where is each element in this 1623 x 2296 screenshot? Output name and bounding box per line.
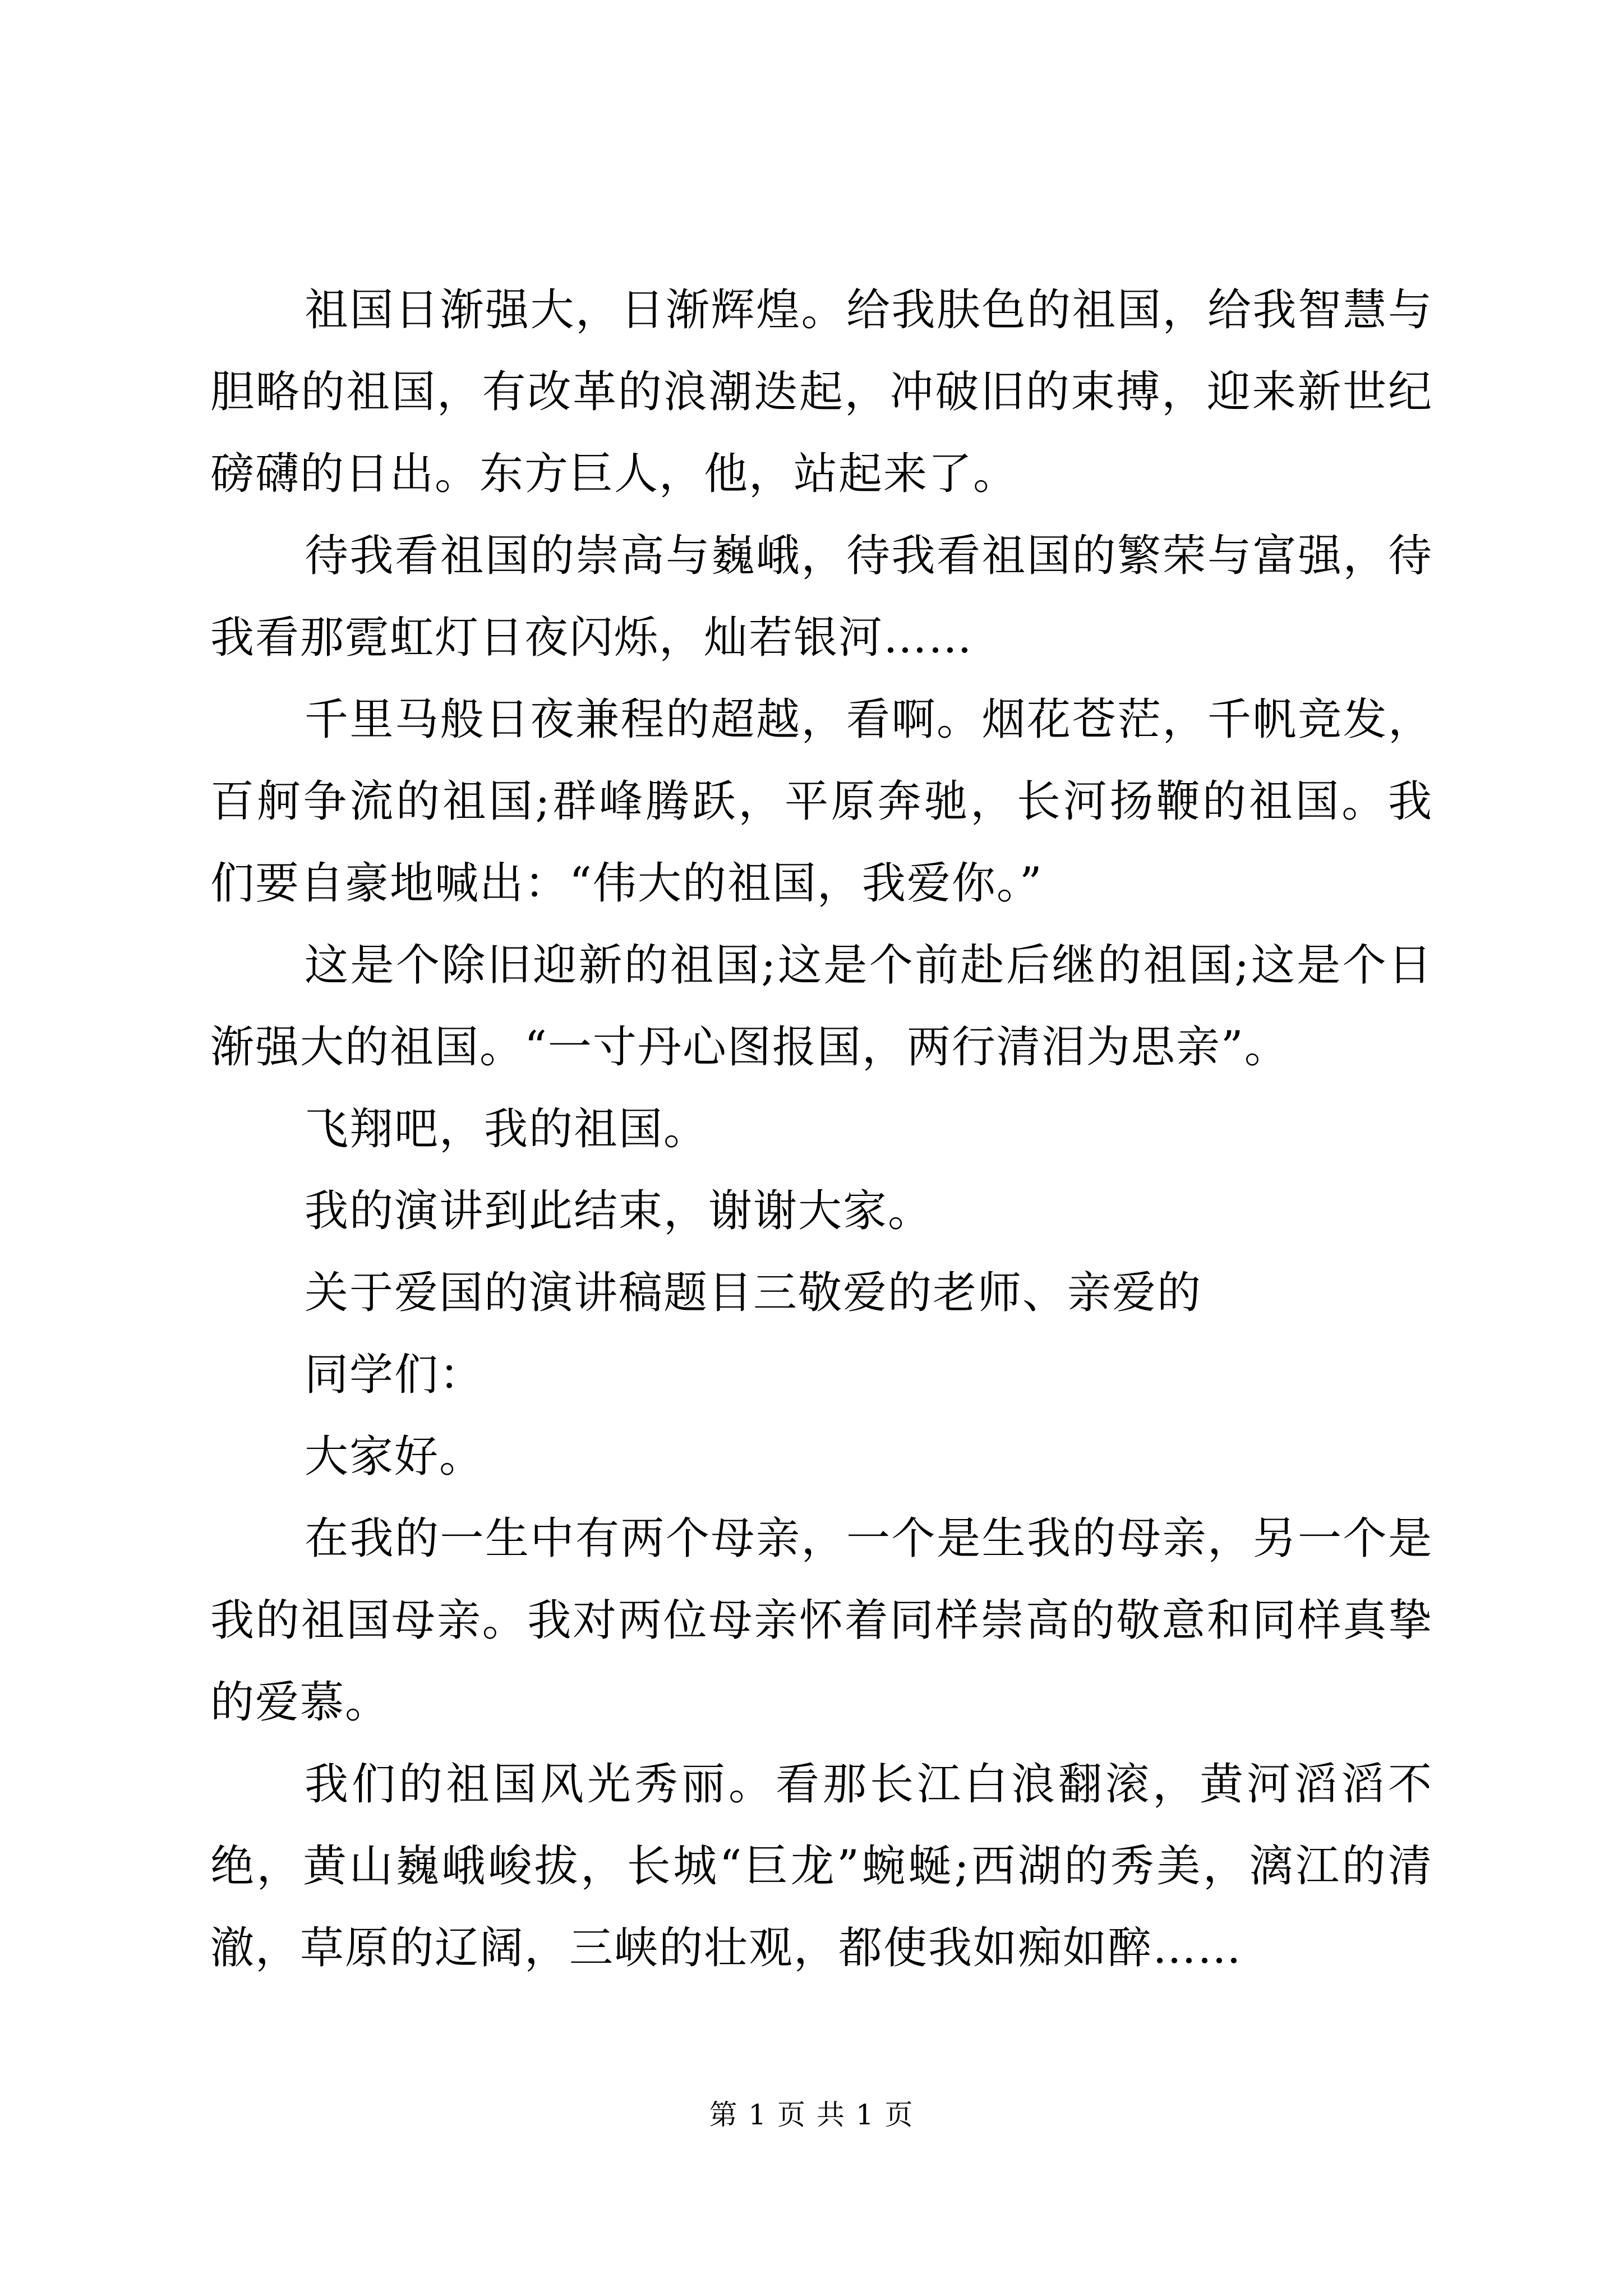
paragraph: 祖国日渐强大，日渐辉煌。给我肤色的祖国，给我智慧与胆略的祖国，有改革的浪潮迭起，冲破旧的束搏，迎来新世纪磅礴的日出。东方巨人，他，站起来了。 bbox=[210, 285, 1433, 499]
document-body bbox=[210, 269, 1433, 1989]
greeting: 大家好。 bbox=[305, 1432, 485, 1482]
paragraph: 待我看祖国的崇高与巍峨，待我看祖国的繁荣与富强，待我看那霓虹灯日夜闪烁，灿若银河…… bbox=[210, 531, 1433, 663]
page-footer bbox=[0, 2095, 1623, 2134]
paragraph: 我们的祖国风光秀丽。看那长江白浪翻滚，黄河滔滔不绝，黄山巍峨峻拔，长城“巨龙”蜿蜒;西湖的秀美，漓江的清澈，草原的辽阔，三峡的壮观，都使我如痴如醉…… bbox=[210, 1759, 1433, 1973]
salutation: 同学们： bbox=[305, 1350, 485, 1400]
paragraph: 飞翔吧，我的祖国。 bbox=[305, 1104, 709, 1154]
paragraph: 我的演讲到此结束，谢谢大家。 bbox=[305, 1186, 933, 1236]
paragraph: 这是个除旧迎新的祖国;这是个前赴后继的祖国;这是个日渐强大的祖国。“一寸丹心图报国，两行清泪为思亲”。 bbox=[210, 940, 1433, 1073]
paragraph: 千里马般日夜兼程的超越，看啊。烟花苍茫，千帆竞发，百舸争流的祖国;群峰腾跃，平原奔驰，长河扬鞭的祖国。我们要自豪地喊出：“伟大的祖国，我爱你。” bbox=[210, 694, 1433, 909]
page-number: 第 1 页 共 1 页 bbox=[709, 2099, 914, 2131]
paragraph: 在我的一生中有两个母亲，一个是生我的母亲，另一个是我的祖国母亲。我对两位母亲怀着同样崇高的敬意和同样真挚的爱慕。 bbox=[210, 1513, 1433, 1728]
section-title: 关于爱国的演讲稿题目三敬爱的老师、亲爱的 bbox=[305, 1268, 1202, 1318]
